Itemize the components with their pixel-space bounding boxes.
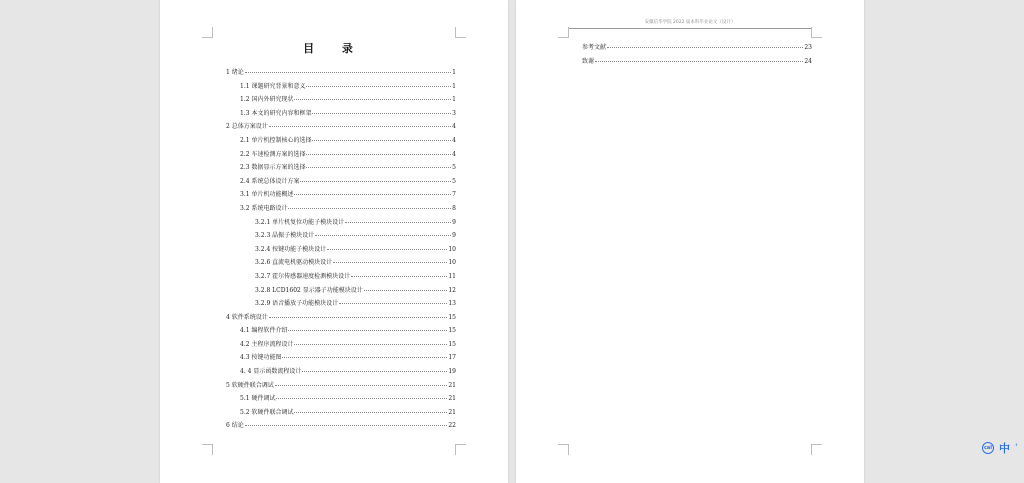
toc-dot-leader [294,412,447,413]
toc-dot-leader [306,86,451,87]
header-rule [568,28,812,29]
input-method-widget[interactable] [982,440,1017,456]
toc-entry[interactable] [226,189,456,203]
toc-entry-label: 2.4 系统总体设计方案 [240,177,300,185]
toc-entry-label: 致谢 [582,57,595,65]
toc-entry-page: 13 [448,300,456,308]
toc-entry-page: 10 [448,245,456,253]
toc-entry[interactable] [226,230,456,244]
toc-dot-leader [306,167,451,168]
crop-mark-bottom-left [558,444,569,455]
toc-entry-page: 19 [448,368,456,376]
toc-entry-page: 1 [452,69,456,76]
toc-entry-label: 4.3 按键功能图 [240,354,282,362]
toc-dot-leader [327,249,447,250]
crop-mark-bottom-right [811,444,822,455]
toc-entry-label: 5.1 硬件调试 [240,395,276,403]
toc-dot-leader [595,61,803,62]
toc-entry[interactable] [226,108,456,122]
toc-dot-leader [288,330,447,331]
toc-dot-leader [282,357,447,358]
toc-entry-page: 15 [448,340,456,348]
crop-mark-top-right [811,27,822,38]
toc-entry[interactable] [226,380,456,394]
toc-entry[interactable] [226,81,456,95]
document-page-continued [516,0,864,483]
toc-dot-leader [245,425,448,426]
toc-entry-label: 4 软件系统设计 [226,313,268,321]
toc-dot-leader [312,140,451,141]
toc-entry[interactable] [226,420,456,434]
toc-entry[interactable] [226,352,456,366]
toc-entry[interactable] [226,149,456,163]
toc-entry-label: 1.3 本文的研究内容和框架 [240,109,312,117]
toc-entry-label: 3.2.1 单片机复位功能子模块设计 [255,218,345,226]
toc-entry-label: 1.2 国内外研究现状 [240,96,294,104]
toc-entry-label: 1.1 课题研究背景和意义 [240,82,306,90]
toc-entry[interactable] [226,298,456,312]
toc-dot-leader [312,113,451,114]
toc-dot-leader [306,154,451,155]
toc-entry[interactable] [226,217,456,231]
toc-title: 目 录 [303,42,365,55]
toc-entry-page: 10 [448,259,456,267]
toc-entry-page: 15 [448,327,456,335]
toc-dot-leader [333,262,447,263]
toc-entry[interactable] [226,271,456,285]
toc-dot-leader [351,276,447,277]
toc-entry-page: 21 [448,381,456,389]
toc-entry-page: 17 [448,354,456,362]
toc-list [226,67,456,434]
toc-entry-label: 参考文献 [582,44,607,51]
toc-entry-page: 4 [452,123,456,131]
crop-mark-top-left [558,27,569,38]
toc-entry-label: 4.1 编程软件介绍 [240,327,288,335]
toc-entry-page: 24 [804,57,812,65]
toc-entry-label: 3.2 系统电路设计 [240,204,288,212]
toc-entry-page: 1 [452,82,456,90]
toc-entry[interactable] [226,407,456,421]
toc-entry[interactable] [226,325,456,339]
toc-entry-label: 2 总体方案设计 [226,123,268,131]
toc-entry-page: 5 [452,177,456,185]
toc-dot-leader [275,385,448,386]
toc-entry-label: 3.2.6 直流电机驱动模块设计 [255,259,333,267]
toc-list-continued [582,42,812,69]
toc-entry[interactable] [226,176,456,190]
toc-dot-leader [288,208,451,209]
toc-entry-label: 3.2.8 LCD1602 显示器子功能模块设计 [255,286,363,294]
toc-entry-page: 8 [452,204,456,212]
toc-entry[interactable] [226,366,456,380]
crop-mark-bottom-right [455,444,466,455]
toc-dot-leader [294,194,451,195]
toc-entry[interactable] [226,121,456,135]
toc-entry[interactable] [226,162,456,176]
toc-entry[interactable] [582,56,812,70]
toc-entry-page: 12 [448,286,456,294]
toc-entry-label: 3.1 单片机功能概述 [240,191,294,199]
toc-entry-page: 23 [804,44,812,51]
toc-entry-page: 22 [448,422,456,430]
toc-entry[interactable] [226,244,456,258]
toc-entry-label: 6 结论 [226,422,244,430]
toc-entry[interactable] [226,67,456,81]
toc-entry-label: 1 绪论 [226,69,244,76]
toc-entry-page: 4 [452,150,456,158]
toc-entry[interactable] [226,135,456,149]
language-icon[interactable]: cal [982,442,994,454]
toc-dot-leader [607,47,803,48]
toc-entry-page: 9 [452,232,456,240]
toc-dot-leader [245,72,451,73]
toc-entry[interactable] [226,203,456,217]
toc-entry-page: 21 [448,408,456,416]
toc-entry[interactable] [226,312,456,326]
toc-entry-page: 3 [452,109,456,117]
toc-dot-leader [276,398,447,399]
toc-entry[interactable] [226,257,456,271]
crop-mark-bottom-left [202,444,213,455]
page-header: 安徽信华学院 2022 届本科毕业论文（设计） [644,20,736,25]
toc-entry-page: 15 [448,313,456,321]
toc-entry-label: 3.2.9 语音播放子功能模块设计 [255,300,339,308]
toc-entry-label: 4. 4 显示函数流程设计 [240,368,302,376]
toc-entry-label: 4.2 主程序流程设计 [240,340,294,348]
crop-mark-top-left [202,27,213,38]
toc-dot-leader [294,99,451,100]
document-page-toc [160,0,508,483]
toc-entry-label: 3.2.4 按键功能子模块设计 [255,245,327,253]
crop-mark-top-right [455,27,466,38]
toc-entry-page: 5 [452,164,456,172]
toc-entry-label: 2.1 单片机控制核心的选择 [240,136,312,144]
toc-dot-leader [364,290,448,291]
toc-entry-page: 9 [452,218,456,226]
toc-entry-label: 2.2 车速检测方案的选择 [240,150,306,158]
toc-entry[interactable] [226,393,456,407]
toc-dot-leader [300,181,451,182]
toc-entry-page: 21 [448,395,456,403]
toc-entry-page: 11 [448,272,456,280]
toc-entry-page: 1 [452,96,456,104]
toc-entry-label: 5.2 软硬件联合调试 [240,408,294,416]
toc-entry[interactable] [226,94,456,108]
toc-entry[interactable] [226,285,456,299]
toc-dot-leader [339,303,447,304]
toc-dot-leader [269,126,451,127]
toc-entry-label: 2.3 数据显示方案的选择 [240,164,306,172]
toc-dot-leader [294,344,447,345]
toc-entry-label: 3.2.3 晶振子模块设计 [255,232,315,240]
toc-entry-label: 3.2.7 霍尔传感器速度检测模块设计 [255,272,351,280]
toc-entry[interactable] [582,42,812,56]
input-mode-char[interactable]: 中 [999,442,1010,455]
toc-dot-leader [302,371,447,372]
toc-entry-page: 4 [452,136,456,144]
toc-dot-leader [345,222,451,223]
toc-dot-leader [269,317,448,318]
toc-entry[interactable] [226,339,456,353]
punctuation-mode[interactable]: ' [1015,443,1018,453]
toc-entry-page: 7 [452,191,456,199]
toc-entry-label: 5 软硬件联合调试 [226,381,274,389]
toc-dot-leader [315,235,451,236]
